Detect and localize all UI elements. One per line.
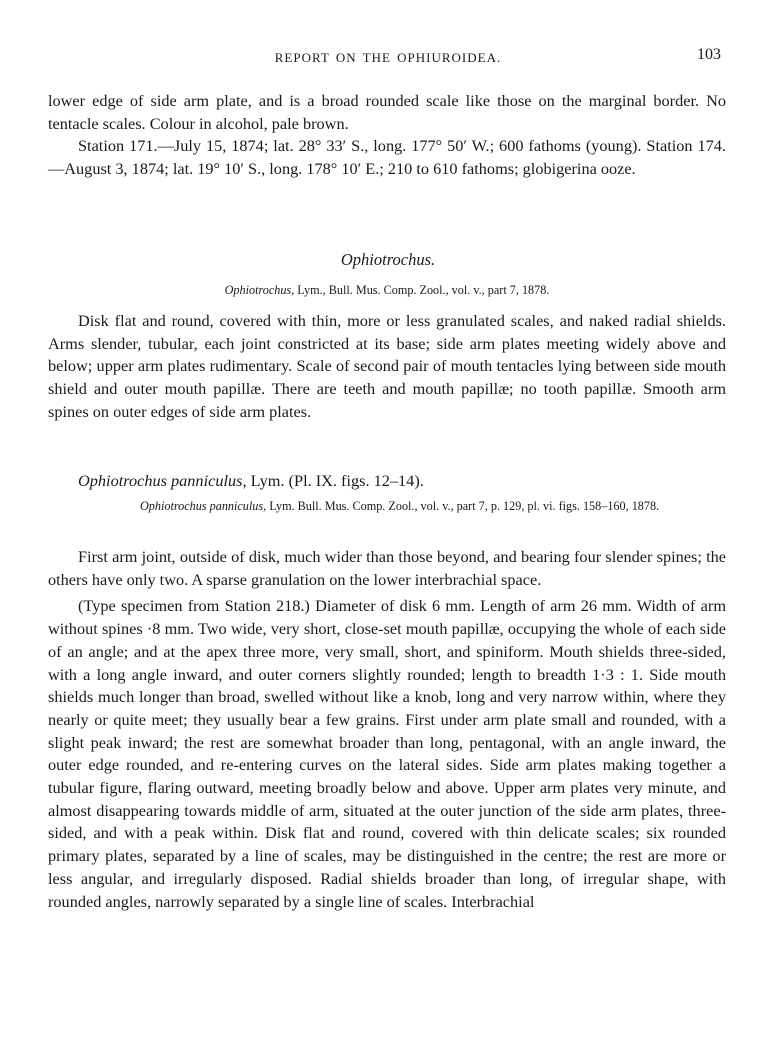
species-paragraph-2: (Type specimen from Station 218.) Diameter of disk 6 mm. Length of arm 26 mm. Width of arm without spines ·8 mm. Two wide, very short, close-set mouth papillæ, occupying the whole of each side of an angle; and at the apex three more, very small, short, and spiniform. Mouth shields three-sided, with a long angle inward, and outer corners slightly rounded; length to breadth 1·3 : 1. Side mouth shields much longer than broad, swelled without like a knob, long and very narrow within, where they nearly or quite meet; they usually bear a few grains. First under arm plate small and rounded, with a slight peak inward; the rest are somewhat broader than long, pentagonal, with an angle inward, the outer edge rounded, and re-entering curves on the lateral sides. Side arm plates making together a tubular figure, flaring outward, meeting broadly below and above. Upper arm plates very minute, and almost disappearing towards middle of arm, situated at the outer junction of the side arm plates, three-sided, and with a peak within. Disk flat and round, covered with thin delicate scales; six rounded primary plates, separated by a line of scales, may be distinguished in the centre; the rest are more or less angular, and irregularly disposed. Radial shields broader than long, of irregular shape, with rounded angles, narrowly separated by a single line of scales. Interbrachial [48, 596, 726, 911]
species-heading [48, 470, 726, 493]
species-name-citation: , Lym. (Pl. IX. figs. 12–14). [242, 471, 424, 490]
genus-reference [48, 282, 726, 300]
species-reference-citation: , Lym. Bull. Mus. Comp. Zool., vol. v., part 7, p. 129, pl. vi. figs. 158–160, 1878. [263, 498, 660, 513]
genus-description: Disk flat and round, covered with thin, more or less granulated scales, and naked radial shields. Arms slender, tubular, each joint constricted at its base; side arm plates meeting widely above and below; upper arm plates rudimentary. Scale of second pair of mouth tentacles lying between side mouth shield and outer mouth papillæ. There are teeth and mouth papillæ; no tooth papillæ. Smooth arm spines on outer edges of side arm plates. [48, 311, 726, 421]
species-paragraph-1: First arm joint, outside of disk, much wider than those beyond, and bearing four slender spines; the others have only two. A sparse granulation on the lower interbrachial space. [48, 547, 726, 589]
species-block [48, 470, 726, 515]
genus-reference-citation: , Lym., Bull. Mus. Comp. Zool., vol. v., part 7, 1878. [291, 283, 550, 297]
species-reference-name: Ophiotrochus panniculus [140, 498, 264, 513]
station-paragraph: Station 171.—July 15, 1874; lat. 28° 33′ S., long. 177° 50′ W.; 600 fathoms (young). Station 174.—August 3, 1874; lat. 19° 10′ S., long. 178° 10′ E.; 210 to 610 fathoms; globigerina ooze. [48, 136, 726, 179]
genus-description-block [48, 310, 726, 424]
continuation-text [48, 90, 726, 181]
species-description [48, 546, 726, 913]
genus-heading: Ophiotrochus. [340, 250, 436, 269]
continuation-paragraph: lower edge of side arm plate, and is a broad rounded scale like those on the marginal border. No tentacle scales. Colour in alcohol, pale brown. [48, 91, 726, 133]
species-name: Ophiotrochus panniculus [78, 471, 243, 490]
running-head: REPORT ON THE OPHIUROIDEA. [274, 50, 502, 65]
page-number: 103 [697, 46, 721, 63]
species-reference [140, 498, 726, 516]
genus-reference-name: Ophiotrochus [224, 283, 292, 297]
